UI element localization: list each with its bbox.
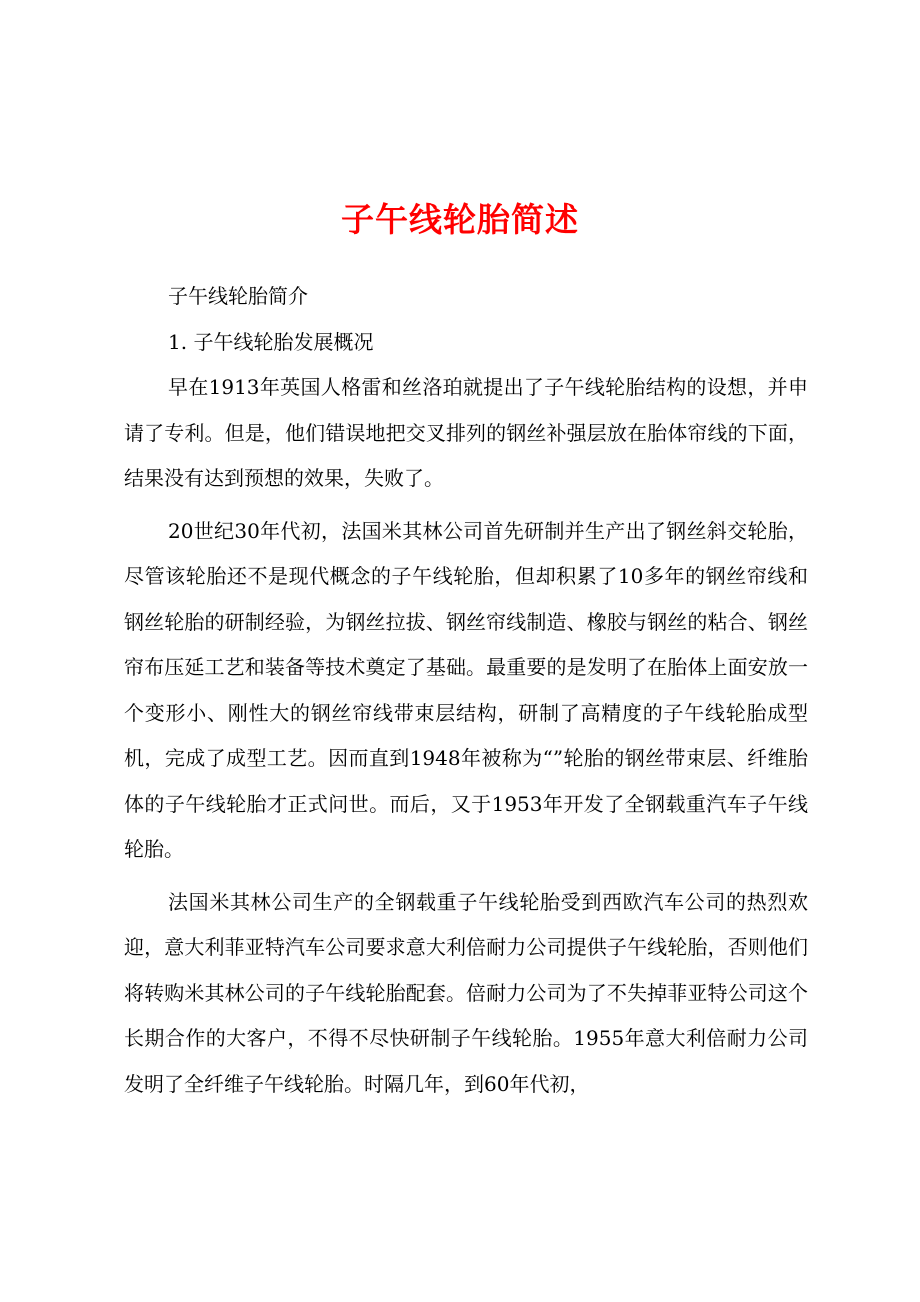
paragraph-michelin-1930s: 20世纪30年代初，法国米其林公司首先研制并生产出了钢丝斜交轮胎，尽管该轮胎还不是现代概念的子午线轮胎，但却积累了10多年的钢丝帘线和钢丝轮胎的研制经验，为钢丝拉拔、钢丝帘线制造、橡胶与钢丝的粘合、钢丝帘布压延工艺和装备等技术奠定了基础。最重要的是发明了在胎体上面安放一个变形小、刚性大的钢丝帘线带束层结构，研制了高精度的子午线轮胎成型机，完成了成型工艺。因而直到1948年被称为“”轮胎的钢丝带束层、纤维胎体的子午线轮胎才正式问世。而后，又于1953年开发了全钢载重汽车子午线轮胎。 — [124, 518, 808, 861]
section-heading-development: 1. 子午线轮胎发展概况 — [168, 329, 374, 354]
heading-radial-tire-intro: 子午线轮胎简介 — [168, 284, 308, 308]
document-body — [124, 274, 808, 1107]
paragraph-pirelli-1955: 法国米其林公司生产的全钢载重子午线轮胎受到西欧汽车公司的热烈欢迎，意大利菲亚特汽车公司要求意大利倍耐力公司提供子午线轮胎，否则他们将转购米其林公司的子午线轮胎配套。倍耐力公司为了不失掉菲亚特公司这个长期合作的大客户，不得不尽快研制子午线轮胎。1955年意大利倍耐力公司发明了全纤维子午线轮胎。时隔几年，到60年代初， — [124, 889, 808, 1096]
document-title: 子午线轮胎简述 — [341, 200, 579, 239]
paragraph-1913-patent: 早在1913年英国人格雷和丝洛珀就提出了子午线轮胎结构的设想，并申请了专利。但是，他们错误地把交叉排列的钢丝补强层放在胎体帘线的下面，结果没有达到预想的效果，失败了。 — [124, 375, 808, 490]
